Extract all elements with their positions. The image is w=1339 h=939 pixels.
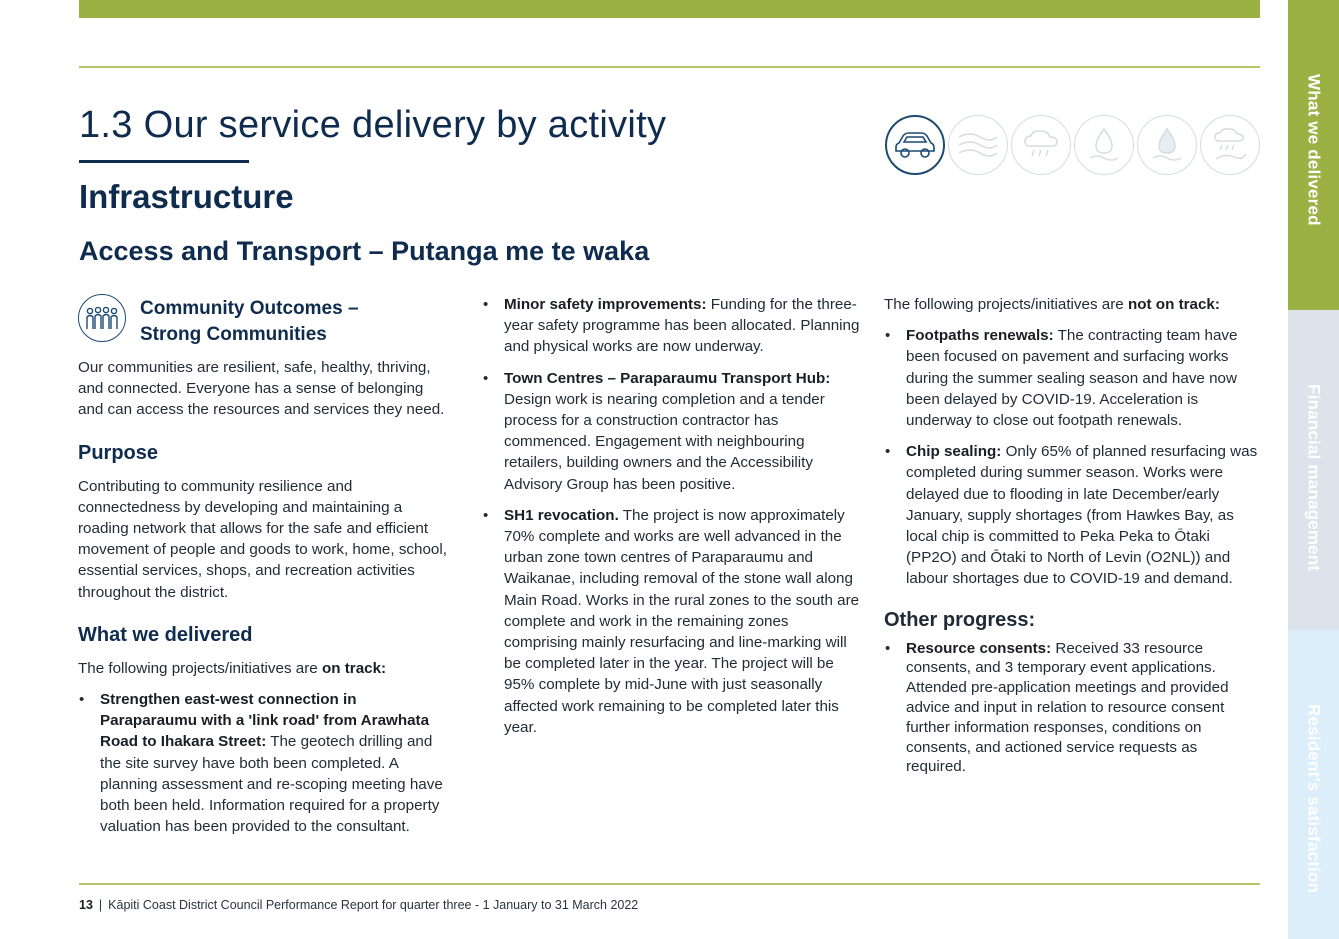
list-item: • Chip sealing: Only 65% of planned resurfacing was completed during summer season. Works were delayed due to flooding in late December/early January, supply shortages (from Hawkes Bay, as local chip is committed to Peka Peka to Ōtaki (PP2O) and Ōtaki to North of Levin (O2NL)) and labour shortages due to COVID-19 and demand. (884, 441, 1260, 589)
column-2 (482, 294, 860, 748)
tab-label: Financial management (1304, 384, 1324, 572)
tab-residents-satisfaction[interactable] (1288, 630, 1339, 939)
page-title: 1.3 Our service delivery by activity (79, 104, 667, 146)
footer-separator: | (98, 898, 103, 912)
list-item: • Town Centres – Paraparaumu Transport Hub: Design work is nearing completion and a tender process for a construction contractor has commenced. Engagement with neighbouring retailers, building owners and the Accessibility Advisory Group has been positive. (482, 368, 860, 495)
header-rule (79, 66, 1260, 68)
section-heading: Infrastructure (79, 178, 294, 215)
list-item: • Minor safety improvements: Funding for the three-year safety programme has been allocated. Planning and physical works are now underway. (482, 294, 860, 358)
other-progress-list (884, 639, 1260, 778)
list-item: • Resource consents: Received 33 resource consents, and 3 temporary event applications. Attended pre-application meetings and provided advice and input in relation to resource consent further information responses, conditions on consents, and actioned service requests as required. (884, 639, 1260, 778)
tab-label: Resident’s satisfaction (1304, 704, 1324, 894)
not-on-track-list (884, 325, 1260, 589)
tab-what-we-delivered[interactable] (1288, 0, 1339, 310)
tab-label: What we delivered (1304, 74, 1324, 226)
page-footer (79, 898, 638, 912)
purpose-text: Contributing to community resilience and connectedness by developing and maintaining a roading network that allows for the safe and efficient movement of people and goods to work, home, school, essential services, shops, and recreation activities throughout the district. (78, 477, 447, 601)
wastewater-icon[interactable] (1137, 115, 1197, 175)
top-accent-bar (79, 0, 1260, 18)
purpose-heading: Purpose (78, 441, 159, 464)
activity-heading: Access and Transport – Putanga me te waka (79, 236, 650, 266)
community-outcomes-text: Our communities are resilient, safe, healthy, thriving, and connected. Everyone has a sense of belonging and can access the resources and services they need. (78, 359, 445, 419)
what-we-delivered-heading: What we delivered (78, 623, 253, 646)
activity-icon-row (885, 115, 1260, 175)
water-icon[interactable] (1074, 115, 1134, 175)
community-outcomes-title: Community Outcomes – Strong Communities (140, 298, 359, 345)
on-track-list (78, 689, 448, 837)
tab-financial-management[interactable] (1288, 310, 1339, 630)
on-track-list-continued (482, 294, 860, 738)
column-1 (78, 294, 448, 847)
not-on-track-intro: The following projects/initiatives are not on track: (884, 296, 1220, 313)
title-underline (79, 160, 249, 163)
list-item: • Footpaths renewals: The contracting team have been focused on pavement and surfacing works during the summer sealing season and have now been delayed by COVID-19. Acceleration is underway to close out footpath renewals. (884, 325, 1260, 431)
climate-icon[interactable] (1200, 115, 1260, 175)
page-number: 13 (79, 898, 93, 912)
footer-rule (79, 883, 1260, 885)
coastal-icon[interactable] (948, 115, 1008, 175)
column-3 (884, 294, 1260, 787)
list-item: • Strengthen east-west connection in Paraparaumu with a 'link road' from Arawhata Road to Ihakara Street: The geotech drilling and the site survey have both been completed. A planning assessment and re-scoping meeting have both been held. Information required for a property valuation has been provided to the consultant. (78, 689, 448, 837)
community-outcomes-header (78, 294, 448, 348)
transport-icon[interactable] (885, 115, 945, 175)
other-progress-heading: Other progress: (884, 608, 1036, 631)
community-people-icon (78, 294, 126, 342)
list-item: • SH1 revocation. The project is now approximately 70% complete and works are well advanced in the urban zone town centres of Paraparaumu and Waikanae, including removal of the stone wall along Main Road. Works in the rural zones to the south are complete and work in the remaining zones comprising mainly resurfacing and line-marking will be completed later in the year. The project will be 95% complete by mid-June with just seasonally affected work remaining to be completed later this year. (482, 505, 860, 738)
stormwater-icon[interactable] (1011, 115, 1071, 175)
side-tabs (1288, 0, 1339, 939)
footer-text: Kāpiti Coast District Council Performance Report for quarter three - 1 January to 31 March 2022 (108, 898, 639, 912)
on-track-intro: The following projects/initiatives are on track: (78, 659, 387, 677)
